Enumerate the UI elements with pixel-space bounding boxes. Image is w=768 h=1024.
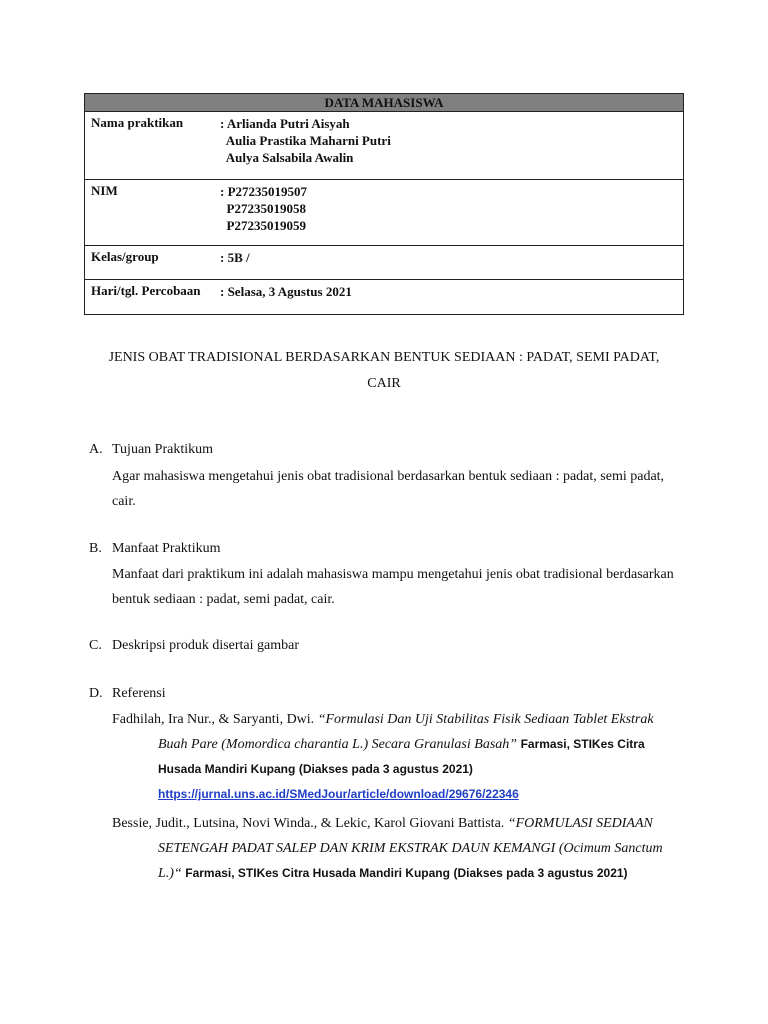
section-title: Tujuan Praktikum	[112, 442, 213, 457]
section-letter: D.	[89, 686, 103, 701]
reference-authors: Bessie, Judit., Lutsina, Novi Winda., & Lekic, Karol Giovani Battista.	[112, 816, 505, 831]
row-value: P27235019059	[220, 218, 306, 233]
row-value: Aulia Prastika Maharni Putri	[220, 133, 391, 148]
reference-link[interactable]: https://jurnal.uns.ac.id/SMedJour/article/download/29676/22346	[158, 787, 519, 801]
reference-title: L.)“	[158, 866, 182, 881]
row-values	[220, 249, 250, 266]
row-value: : Selasa, 3 Agustus 2021	[220, 284, 352, 299]
section-title: Deskripsi produk disertai gambar	[112, 638, 300, 653]
table-row-hari	[85, 280, 683, 314]
row-values	[220, 183, 307, 234]
student-data-table	[84, 93, 684, 315]
section-heading-c	[89, 638, 299, 654]
section-title: Referensi	[112, 686, 166, 701]
section-text-a: Agar mahasiswa mengetahui jenis obat tradisional berdasarkan bentuk sediaan : padat, semi padat, cair.	[112, 469, 665, 509]
table-row-nim	[85, 180, 683, 246]
table-header: DATA MAHASISWA	[85, 94, 683, 112]
row-values	[220, 283, 352, 300]
reference-publisher: Husada Mandiri Kupang	[158, 762, 296, 776]
row-label: Hari/tgl. Percobaan	[91, 283, 201, 298]
section-text-b: Manfaat dari praktikum ini adalah mahasiswa mampu mengetahui jenis obat tradisional berdasarkan bentuk sediaan : padat, semi padat, cair.	[112, 567, 674, 607]
reference-title: “FORMULASI SEDIAAN	[507, 816, 653, 831]
section-letter: B.	[89, 541, 102, 556]
table-row-nama	[85, 112, 683, 180]
row-label: NIM	[91, 183, 118, 198]
row-value: : Arlianda Putri Aisyah	[220, 116, 350, 131]
row-value: : 5B /	[220, 250, 250, 265]
row-value: Aulya Salsabila Awalin	[220, 150, 354, 165]
row-label: Kelas/group	[91, 249, 159, 264]
title-line: JENIS OBAT TRADISIONAL BERDASARKAN BENTUK SEDIAAN : PADAT, SEMI PADAT,	[108, 350, 660, 365]
section-heading-d	[89, 686, 166, 702]
row-value: P27235019058	[220, 201, 306, 216]
reference-publisher: Farmasi, STIKes Citra Husada Mandiri Kupang	[185, 866, 450, 880]
reference-title: SETENGAH PADAT SALEP DAN KRIM EKSTRAK DAUN KEMANGI (Ocimum Sanctum	[158, 841, 663, 856]
section-heading-a	[89, 442, 213, 458]
title-line: CAIR	[367, 376, 401, 391]
reference-access-date: (Diakses pada 3 agustus 2021)	[298, 762, 473, 776]
row-label: Nama praktikan	[91, 115, 184, 130]
reference-item	[112, 707, 672, 807]
reference-publisher: Farmasi, STIKes Citra	[520, 737, 645, 751]
row-value: : P27235019507	[220, 184, 308, 199]
section-letter: C.	[89, 638, 102, 653]
section-letter: A.	[89, 442, 103, 457]
document-title	[84, 345, 684, 397]
reference-access-date: (Diakses pada 3 agustus 2021)	[453, 866, 628, 880]
table-row-kelas	[85, 246, 683, 280]
row-values	[220, 115, 391, 166]
reference-authors: Fadhilah, Ira Nur., & Saryanti, Dwi.	[112, 712, 315, 727]
reference-title: “Formulasi Dan Uji Stabilitas Fisik Sediaan Tablet Ekstrak	[317, 712, 654, 727]
reference-item	[112, 811, 672, 886]
reference-title: Buah Pare (Momordica charantia L.) Secara Granulasi Basah”	[158, 737, 518, 752]
section-title: Manfaat Praktikum	[112, 541, 221, 556]
section-heading-b	[89, 541, 220, 557]
